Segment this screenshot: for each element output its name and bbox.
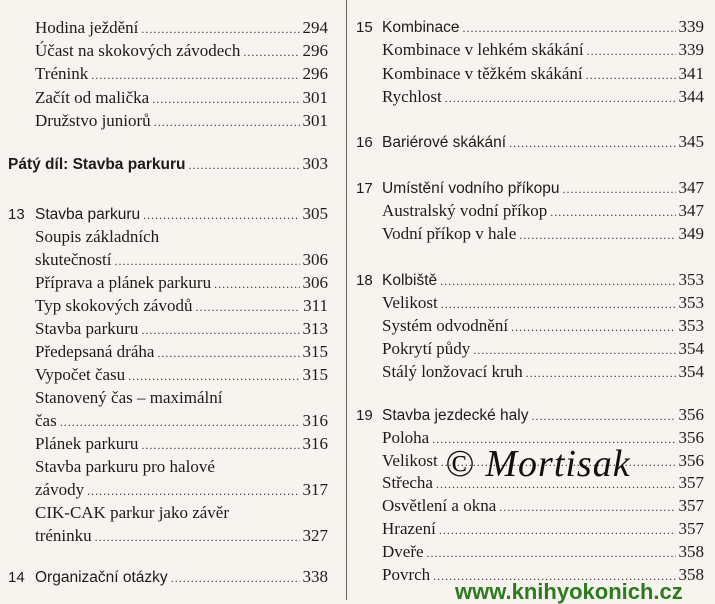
leader-dots <box>439 519 676 541</box>
leader-dots <box>60 411 300 433</box>
toc-entry-page: 311 <box>303 296 328 315</box>
toc-entry-title: Stavba parkuru <box>35 319 139 338</box>
toc-entry-title: Stanovený čas – maximální <box>35 388 223 407</box>
toc-entry-title: závody <box>35 480 85 499</box>
toc-entry-title: Velikost <box>382 293 438 312</box>
toc-chapter <box>356 131 704 154</box>
toc-entry <box>382 200 704 223</box>
chapter-number: 13 <box>8 206 25 223</box>
toc-entry-title: Kombinace v těžkém skákání <box>382 64 583 83</box>
toc-chapter-title: Stavba parkuru <box>35 206 141 223</box>
leader-dots <box>154 111 300 133</box>
toc-entry-title: Střecha <box>382 473 433 492</box>
toc-entry-title: Stavba parkuru pro halové <box>35 457 215 476</box>
leader-dots <box>587 40 676 62</box>
leader-dots <box>243 41 299 63</box>
leader-dots <box>441 293 676 315</box>
toc-entry-page: 301 <box>302 111 328 130</box>
toc-entry <box>382 223 704 246</box>
toc-entry-page: 358 <box>678 542 704 561</box>
toc-part-heading <box>8 153 328 176</box>
toc-entry <box>35 433 328 456</box>
toc-entry-page: 357 <box>678 496 704 515</box>
toc-chapter <box>356 16 704 39</box>
chapter-number: 17 <box>356 180 373 197</box>
leader-dots <box>499 496 675 518</box>
toc-entry-page: 353 <box>678 270 704 289</box>
toc-entry <box>382 541 704 564</box>
part-title: Pátý díl: Stavba parkuru <box>8 156 186 173</box>
toc-chapter <box>8 203 328 226</box>
toc-entry-title: Vodní příkop v hale <box>382 224 517 243</box>
toc-chapter-title: Kolbiště <box>382 272 438 289</box>
toc-entry-page: 315 <box>302 365 328 384</box>
toc-entry-page: 303 <box>302 154 328 173</box>
toc-entry-title: Dveře <box>382 542 424 561</box>
toc-entry-title: Australský vodní příkop <box>382 201 548 220</box>
leader-dots <box>214 273 299 295</box>
leader-dots <box>95 526 300 548</box>
toc-entry <box>35 456 328 478</box>
leader-dots <box>195 296 300 318</box>
toc-entry-title: Předepsaná dráha <box>35 342 155 361</box>
toc-chapter-title: Bariérové skákání <box>382 134 507 151</box>
toc-entry-title: CIK-CAK parkur jako závěr <box>35 503 230 522</box>
toc-entry-page: 294 <box>302 18 328 37</box>
leader-dots <box>519 224 675 246</box>
toc-entry-page: 296 <box>302 41 328 60</box>
toc-chapter <box>356 177 704 200</box>
leader-dots <box>509 132 675 154</box>
toc-entry-title: Účast na skokových závodech <box>35 41 241 60</box>
toc-entry-title: Plánek parkuru <box>35 434 139 453</box>
toc-chapter-title: Organizační otázky <box>35 569 168 586</box>
toc-entry-title: Družstvo juniorů <box>35 111 151 130</box>
toc-entry <box>35 479 328 502</box>
toc-entry-page: 357 <box>678 519 704 538</box>
toc-entry <box>382 361 704 384</box>
toc-entry <box>382 315 704 338</box>
leader-dots <box>531 405 675 427</box>
toc-entry-title: skutečností <box>35 250 112 269</box>
leader-dots <box>141 434 299 456</box>
toc-entry <box>382 63 704 86</box>
toc-entry <box>35 364 328 387</box>
toc-entry-page: 315 <box>302 342 328 361</box>
chapter-number: 15 <box>356 19 373 36</box>
toc-entry-page: 317 <box>302 480 328 499</box>
toc-entry-title: čas <box>35 411 57 430</box>
toc-entry-page: 354 <box>678 339 704 358</box>
toc-entry-page: 306 <box>302 250 328 269</box>
toc-entry <box>382 338 704 361</box>
leader-dots <box>440 270 675 292</box>
toc-entry-title: Typ skokových závodů <box>35 296 193 315</box>
toc-entry-page: 306 <box>302 273 328 292</box>
toc-entry-page: 356 <box>678 405 704 424</box>
toc-entry <box>35 249 328 272</box>
toc-entry-title: Příprava a plánek parkuru <box>35 273 212 292</box>
toc-chapter <box>356 404 704 427</box>
toc-entry-page: 358 <box>678 565 704 584</box>
toc-entry-page: 356 <box>678 428 704 447</box>
toc-entry-title: Velikost <box>382 451 438 470</box>
toc-entry-page: 338 <box>302 567 328 586</box>
toc-entry-page: 354 <box>678 362 704 381</box>
toc-entry <box>35 226 328 248</box>
column-divider <box>346 0 347 600</box>
toc-chapter <box>356 269 704 292</box>
toc-entry <box>35 410 328 433</box>
toc-entry <box>35 272 328 295</box>
toc-entry-page: 353 <box>678 293 704 312</box>
toc-entry-title: Hrazení <box>382 519 436 538</box>
leader-dots <box>526 362 676 384</box>
toc-chapter-title: Umístění vodního příkopu <box>382 180 560 197</box>
toc-entry-page: 296 <box>302 64 328 83</box>
toc-entry-page: 339 <box>678 17 704 36</box>
chapter-number: 18 <box>356 272 373 289</box>
chapter-number: 16 <box>356 134 373 151</box>
leader-dots <box>550 201 675 223</box>
toc-entry-page: 316 <box>302 411 328 430</box>
leader-dots <box>128 365 299 387</box>
toc-entry <box>35 502 328 524</box>
toc-entry <box>382 86 704 109</box>
toc-entry-title: Poloha <box>382 428 430 447</box>
leader-dots <box>473 339 675 361</box>
toc-entry-page: 347 <box>678 201 704 220</box>
toc-entry-title: Pokrytí půdy <box>382 339 471 358</box>
toc-chapter <box>8 566 328 589</box>
toc-entry-title: Vypočet času <box>35 365 126 384</box>
toc-entry-page: 341 <box>678 64 704 83</box>
leader-dots <box>171 567 300 589</box>
leader-dots <box>152 88 299 110</box>
toc-chapter-title: Stavba jezdecké haly <box>382 407 529 424</box>
toc-entry <box>35 63 328 86</box>
leader-dots <box>115 250 300 272</box>
toc-entry <box>35 295 328 318</box>
toc-entry-title: Osvětlení a okna <box>382 496 497 515</box>
toc-entry <box>35 87 328 110</box>
toc-entry-title: Systém odvodnění <box>382 316 509 335</box>
toc-entry-title: tréninku <box>35 526 92 545</box>
toc-entry-page: 301 <box>302 88 328 107</box>
toc-entry-page: 356 <box>678 451 704 470</box>
toc-chapter-title: Kombinace <box>382 19 460 36</box>
toc-entry <box>382 292 704 315</box>
toc-entry-title: Povrch <box>382 565 431 584</box>
toc-entry <box>35 40 328 63</box>
leader-dots <box>563 178 676 200</box>
leader-dots <box>463 17 676 39</box>
leader-dots <box>141 319 299 341</box>
leader-dots <box>445 87 676 109</box>
toc-entry-title: Soupis základních <box>35 227 160 246</box>
leader-dots <box>427 542 676 564</box>
leader-dots <box>87 480 299 502</box>
toc-entry <box>35 525 328 548</box>
toc-entry <box>35 318 328 341</box>
toc-entry-title: Rychlost <box>382 87 442 106</box>
toc-entry-title: Trénink <box>35 64 89 83</box>
toc-entry-page: 344 <box>678 87 704 106</box>
toc-entry-page: 339 <box>678 40 704 59</box>
leader-dots <box>91 64 299 86</box>
toc-entry-page: 327 <box>302 526 328 545</box>
toc-entry-page: 357 <box>678 473 704 492</box>
toc-entry <box>35 387 328 409</box>
chapter-number: 14 <box>8 569 25 586</box>
watermark-url: www.knihyokonich.cz <box>455 579 683 604</box>
leader-dots <box>157 342 299 364</box>
leader-dots <box>141 18 299 40</box>
toc-entry-page: 316 <box>302 434 328 453</box>
toc-entry-page: 353 <box>678 316 704 335</box>
leader-dots <box>143 204 299 226</box>
toc-entry-title: Kombinace v lehkém skákání <box>382 40 584 59</box>
toc-entry-title: Začít od malička <box>35 88 150 107</box>
toc-entry-page: 313 <box>302 319 328 338</box>
toc-entry-page: 305 <box>302 204 328 223</box>
toc-entry <box>35 17 328 40</box>
toc-entry <box>382 518 704 541</box>
toc-entry-title: Stálý lonžovací kruh <box>382 362 523 381</box>
toc-entry-page: 345 <box>678 132 704 151</box>
toc-entry-page: 347 <box>678 178 704 197</box>
chapter-number: 19 <box>356 407 373 424</box>
toc-entry <box>35 341 328 364</box>
watermark-copyright: © Mortisak <box>445 443 631 485</box>
toc-entry-title: Hodina ježdění <box>35 18 139 37</box>
toc-entry <box>382 39 704 62</box>
toc-entry <box>382 495 704 518</box>
toc-entry-page: 349 <box>678 224 704 243</box>
leader-dots <box>586 64 676 86</box>
leader-dots <box>188 154 299 176</box>
leader-dots <box>511 316 675 338</box>
toc-entry <box>35 110 328 133</box>
